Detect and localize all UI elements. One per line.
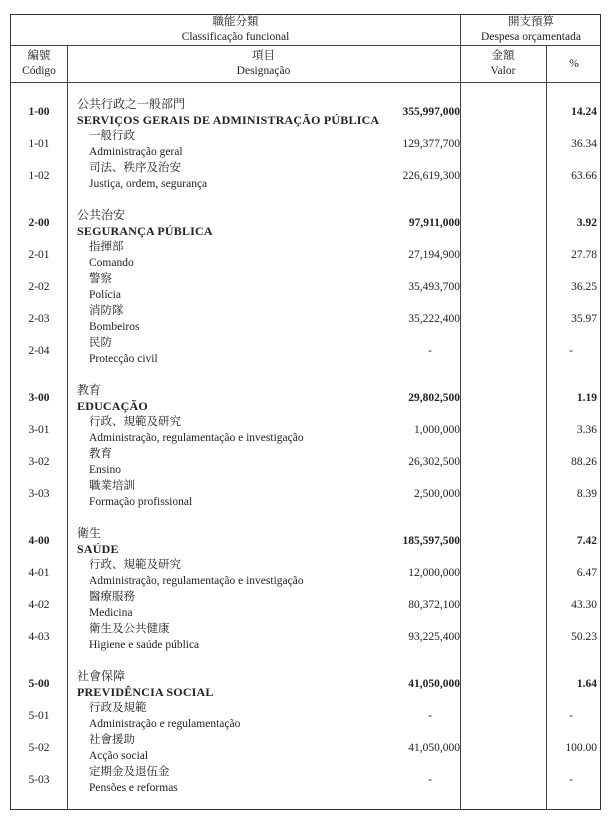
table-row (11, 335, 600, 367)
header-code (11, 49, 67, 79)
header-item-zh: 項目 (252, 50, 275, 62)
row-pt: Comando (89, 257, 134, 269)
row-divider (11, 45, 600, 46)
row-value: 2,500,000 (414, 488, 460, 500)
row-pct: 50.23 (571, 631, 597, 643)
row-code: 5-03 (28, 774, 50, 786)
group-row (11, 668, 600, 700)
row-code: 5-00 (28, 678, 50, 690)
row-code: 3-00 (28, 392, 50, 404)
row-zh: 醫療服務 (89, 591, 135, 603)
row-zh: 社會援助 (89, 734, 135, 746)
function-group (11, 382, 600, 510)
row-pt: PREVIDÊNCIA SOCIAL (77, 685, 214, 699)
row-code: 2-04 (28, 345, 50, 357)
row-zh: 公共行政之一般部門 (77, 97, 186, 111)
table-row (11, 478, 600, 510)
row-value: 129,377,700 (402, 138, 460, 150)
group-row (11, 96, 600, 128)
row-pt: Bombeiros (89, 321, 140, 333)
header-budget (460, 15, 602, 45)
row-value: 97,911,000 (408, 217, 460, 229)
row-pt: SEGURANÇA PÚBLICA (77, 224, 213, 238)
header-value-zh: 金額 (491, 50, 515, 62)
row-zh: 教育 (77, 383, 102, 397)
row-code: 2-02 (28, 281, 50, 293)
row-pt: EDUCAÇÃO (77, 399, 148, 413)
row-value: 41,050,000 (408, 678, 460, 690)
table-row (11, 271, 600, 303)
table-row (11, 303, 600, 335)
row-pt: Administração, regulamentação e investigação (89, 575, 304, 587)
row-zh: 一般行政 (89, 130, 135, 142)
header-budget-zh: 開支預算 (508, 16, 554, 28)
row-pct: 36.34 (571, 138, 597, 150)
table-row (11, 621, 600, 653)
row-pct: 3.92 (576, 217, 597, 229)
row-code: 4-02 (28, 599, 50, 611)
header-value (460, 49, 546, 79)
row-pt: Justiça, ordem, segurança (89, 178, 208, 190)
table-row (11, 239, 600, 271)
row-pt: SERVIÇOS GERAIS DE ADMINISTRAÇÃO PÚBLICA (77, 113, 380, 127)
group-row (11, 525, 600, 557)
row-zh: 衛生及公共健康 (89, 623, 170, 635)
table-row (11, 414, 600, 446)
header-pct: % (569, 58, 579, 70)
row-zh: 民防 (89, 337, 112, 349)
row-code: 5-02 (28, 742, 50, 754)
row-code: 1-00 (28, 106, 50, 118)
row-value: - (428, 345, 432, 357)
row-pt: Ensino (89, 464, 121, 476)
row-pct: - (569, 710, 573, 722)
header-budget-pt: Despesa orçamentada (481, 31, 581, 43)
budget-table (10, 14, 601, 810)
row-code: 5-01 (28, 710, 50, 722)
row-value: 29,802,500 (408, 392, 460, 404)
row-pct: - (569, 774, 573, 786)
row-pt: Protecção civil (89, 353, 158, 365)
function-group (11, 525, 600, 653)
row-value: 35,493,700 (408, 281, 460, 293)
row-value: - (428, 710, 432, 722)
row-pct: 35.97 (571, 313, 597, 325)
row-zh: 行政及規範 (89, 702, 147, 714)
row-pct: 6.47 (576, 567, 597, 579)
table-row (11, 446, 600, 478)
header-classification (11, 15, 460, 45)
row-zh: 定期金及退伍金 (89, 766, 170, 778)
row-zh: 警察 (89, 273, 112, 285)
header-classification-zh: 職能分類 (212, 16, 259, 28)
row-pct: 100.00 (565, 742, 597, 754)
row-pt: SAÚDE (77, 542, 119, 556)
row-pct: 14.24 (571, 106, 597, 118)
table-row (11, 732, 600, 764)
group-row (11, 382, 600, 414)
row-pct: - (569, 345, 573, 357)
table-row (11, 700, 600, 732)
table-row (11, 128, 600, 160)
row-pt: Administração geral (89, 146, 183, 158)
row-zh: 行政、規範及研究 (89, 559, 181, 571)
table-row (11, 557, 600, 589)
row-code: 3-01 (28, 424, 50, 436)
table-row (11, 589, 600, 621)
row-code: 3-03 (28, 488, 50, 500)
row-code: 1-01 (28, 138, 50, 150)
row-pt: Formação profissional (89, 496, 193, 508)
row-value: 41,050,000 (408, 742, 460, 754)
row-value: 185,597,500 (402, 535, 460, 547)
row-pt: Pensões e reformas (89, 782, 178, 794)
row-code: 2-00 (28, 217, 50, 229)
row-zh: 公共治安 (77, 208, 126, 222)
row-zh: 衛生 (77, 526, 102, 540)
row-pt: Medicina (89, 607, 133, 619)
group-row (11, 207, 600, 239)
row-pt: Administração e regulamentação (89, 718, 241, 730)
row-pct: 43.30 (571, 599, 597, 611)
row-pt: Administração, regulamentação e investigação (89, 432, 304, 444)
row-code: 4-01 (28, 567, 50, 579)
row-pct: 27.78 (571, 249, 597, 261)
function-group (11, 96, 600, 192)
row-code: 4-03 (28, 631, 50, 643)
table-body (11, 83, 600, 809)
row-pt: Polícia (89, 289, 121, 301)
row-code: 3-02 (28, 456, 50, 468)
table-row (11, 160, 600, 192)
row-pct: 88.26 (571, 456, 597, 468)
table-row (11, 764, 600, 796)
row-zh: 職業培訓 (89, 480, 135, 492)
row-value: 80,372,100 (408, 599, 460, 611)
row-pct: 36.25 (571, 281, 597, 293)
row-zh: 社會保障 (77, 669, 126, 683)
header-value-pt: Valor (490, 65, 516, 77)
row-zh: 司法、秩序及治安 (89, 162, 181, 174)
function-group (11, 668, 600, 796)
header-item (67, 49, 460, 79)
row-pct: 1.19 (576, 392, 597, 404)
row-pct: 63.66 (571, 170, 597, 182)
row-value: 1,000,000 (414, 424, 460, 436)
row-pct: 7.42 (576, 535, 597, 547)
row-value: 26,302,500 (408, 456, 460, 468)
header-item-pt: Designação (236, 65, 291, 77)
header-code-zh: 編號 (27, 50, 51, 62)
row-pct: 3.36 (576, 424, 597, 436)
row-code: 2-01 (28, 249, 50, 261)
row-value: - (428, 774, 432, 786)
row-value: 355,997,000 (402, 106, 460, 118)
header-classification-pt: Classificação funcional (181, 31, 290, 43)
row-pt: Higiene e saúde pública (89, 639, 200, 651)
row-value: 12,000,000 (408, 567, 460, 579)
row-value: 226,619,300 (402, 170, 460, 182)
row-pt: Acção social (89, 750, 149, 762)
row-value: 27,194,900 (408, 249, 460, 261)
row-code: 4-00 (28, 535, 50, 547)
row-zh: 教育 (89, 448, 112, 460)
row-pct: 8.39 (576, 488, 597, 500)
row-zh: 消防隊 (89, 305, 124, 317)
row-pct: 1.64 (576, 678, 597, 690)
row-value: 35,222,400 (408, 313, 460, 325)
row-value: 93,225,400 (408, 631, 460, 643)
row-code: 1-02 (28, 170, 50, 182)
row-code: 2-03 (28, 313, 50, 325)
header-code-pt: Código (22, 65, 56, 77)
function-group (11, 207, 600, 367)
row-zh: 行政、規範及研究 (89, 416, 181, 428)
row-zh: 指揮部 (89, 241, 124, 253)
